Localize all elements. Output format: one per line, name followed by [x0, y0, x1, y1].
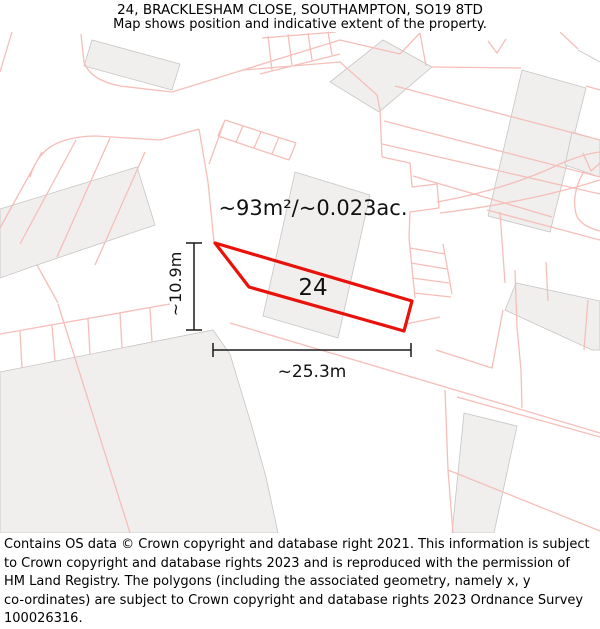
map-canvas — [0, 32, 600, 533]
building-footprint — [84, 40, 180, 90]
height-dimension-label: ~10.9m — [166, 251, 185, 317]
building-footprint — [330, 40, 432, 112]
footer-line: HM Land Registry. The polygons (including the associated geometry, namely x, y — [4, 574, 531, 589]
building-footprint — [505, 283, 600, 350]
page-title: 24, BRACKLESHAM CLOSE, SOUTHAMPTON, SO19 8TD — [117, 2, 483, 18]
map-header — [0, 0, 600, 32]
height-dimension-line — [186, 243, 202, 330]
width-dimension-line — [213, 343, 411, 357]
footer-line: Contains OS data © Crown copyright and database right 2021. This information is subject — [4, 537, 590, 552]
building-footprint — [452, 413, 517, 533]
copyright-footer — [0, 533, 600, 625]
area-label: ~93m²/~0.023ac. — [218, 196, 408, 220]
plot-number-label: 24 — [298, 275, 328, 301]
building-footprint — [0, 167, 155, 278]
width-dimension — [213, 343, 411, 382]
large-parcel — [0, 330, 278, 533]
footer-line: 100026316. — [4, 611, 83, 626]
page-subtitle: Map shows position and indicative extent of the property. — [113, 17, 487, 32]
footer-line: co-ordinates) are subject to Crown copyright and database rights 2023 Ordnance Survey — [4, 592, 584, 608]
height-dimension — [166, 243, 202, 330]
building-edge — [578, 50, 600, 62]
width-dimension-label: ~25.3m — [277, 362, 347, 382]
property-map — [0, 32, 600, 533]
footer-line: to Crown copyright and database rights 2023 and is reproduced with the permission of — [4, 555, 570, 571]
